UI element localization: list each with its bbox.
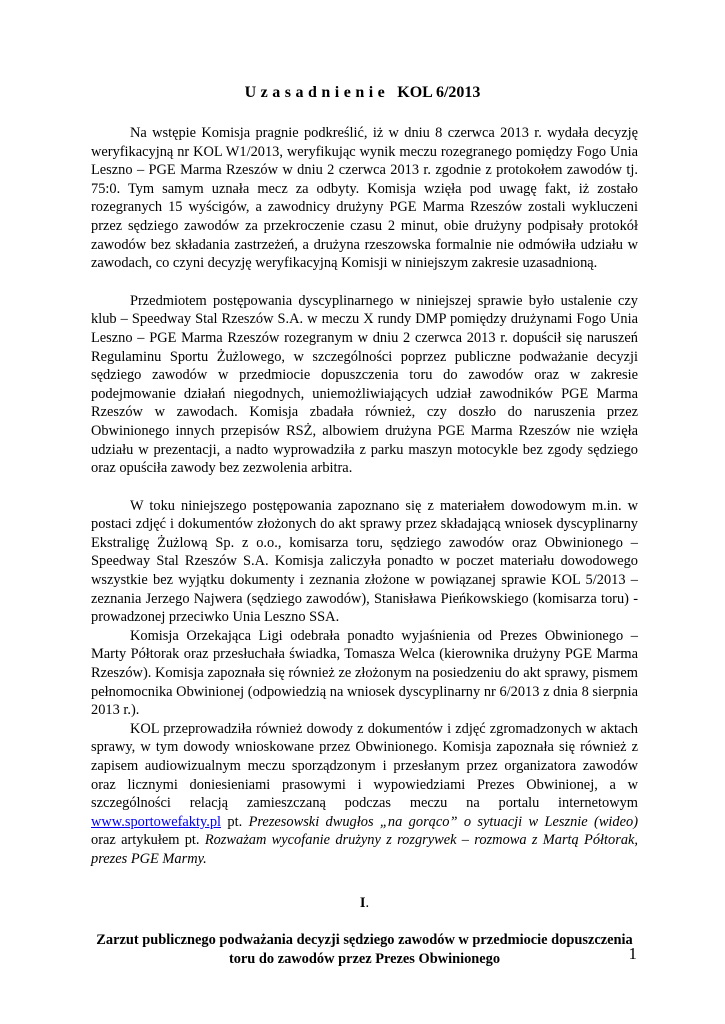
section-roman: I	[359, 894, 366, 911]
document-body	[91, 124, 638, 968]
page-number: 1	[628, 944, 637, 963]
p5-italic-title-1: Prezesowski dwugłos „na gorąco” o sytuacji w Lesznie (wideo)	[248, 813, 638, 830]
sportowefakty-link[interactable]: www.sportowefakty.pl	[91, 813, 222, 830]
section-dot: .	[365, 894, 370, 911]
paragraph-1: Na wstępie Komisja pragnie podkreślić, iż w dniu 8 czerwca 2013 r. wydała decyzję weryfikacyjną nr KOL W1/2013, weryfikując wynik meczu rozegranego pomiędzy Fogo Unia Leszno – PGE Marma Rzeszów w dniu 2 czerwca 2013 r. zgodnie z protokołem zawodów tj. 75:0. Tym samym uznała mecz za odbyty. Komisja wzięła pod uwagę fakt, iż zostało rozegranych 15 wyścigów, a zawodnicy drużyny PGE Marma Rzeszów zostali wykluczeni przez sędziego zawodów za przekroczenie czasu 2 minut, obie drużyny podpisały protokół zawodów bez składania zastrzeżeń, a drużyna rzeszowska formalnie nie odmówiła udziału w zawodach, co czyni decyzję weryfikacyjną Komisji w niniejszym zakresie uzasadnioną.	[91, 125, 638, 272]
paragraph-5	[91, 720, 638, 869]
title-code: KOL 6/2013	[397, 84, 481, 101]
title-word: Uzasadnienie	[244, 84, 390, 101]
paragraph-3: W toku niniejszego postępowania zapoznano się z materiałem dowodowym m.in. w postaci zdjęć i dokumentów złożonych do akt sprawy przez składającą wniosek dyscyplinarny Ekstraligę Żużlową Sp. z o.o., komisarza toru, sędziego zawodów oraz Obwinionego – Speedway Stal Rzeszów S.A. Komisja zaliczyła ponadto w poczet materiału dowodowego wszystkie bez wyjątku dokumenty i zeznania złożone w powiązanej sprawie KOL 5/2013 – zeznania Jerzego Najwera (sędziego zawodów), Stanisława Pieńkowskiego (komisarza toru) - prowadzonej przeciwko Unia Leszno SSA.	[91, 497, 638, 626]
document-title	[0, 84, 725, 103]
p5-text-mid2: oraz artykułem pt.	[91, 832, 205, 849]
section-heading: Zarzut publicznego podważania decyzji sędziego zawodów w przedmiocie dopuszczenia toru do zawodów przez Prezes Obwinionego	[96, 932, 633, 967]
paragraph-2: Przedmiotem postępowania dyscyplinarnego w niniejszej sprawie było ustalenie czy klub – Speedway Stal Rzeszów S.A. w meczu X rundy DMP pomiędzy drużynami Fogo Unia Leszno – PGE Marma Rzeszów rozegranym w dniu 2 czerwca 2013 r. dopuścił się naruszeń Regulaminu Sportu Żużlowego, w szczególności poprzez publiczne podważanie decyzji sędziego zawodów w przedmiocie dopuszczenia toru do zawodów oraz w zakresie podejmowanie działań niegodnych, uniemożliwiających udział zawodników PGE Marma Rzeszów w zawodach. Komisja zbadała również, czy doszło do naruszenia przez Obwinionego innych przepisów RSŻ, albowiem drużyna PGE Marma Rzeszów nie wzięła udziału w prezentacji, a nadto wyprowadziła z parku maszyn motocykle bez zgody sędziego oraz opuściła zawody bez zezwolenia arbitra.	[91, 292, 638, 477]
p5-text-mid1: pt.	[221, 813, 249, 830]
p5-italic-title-2: Rozważam wycofanie drużyny z rozgrywek – rozmowa z Martą Półtorak, prezes PGE Marmy.	[91, 832, 638, 867]
paragraph-4: Komisja Orzekająca Ligi odebrała ponadto wyjaśnienia od Prezes Obwinionego – Marty Półtorak oraz przesłuchała świadka, Tomasza Welca (kierownika drużyny PGE Marma Rzeszów). Komisja zapoznała się również ze złożonym na posiedzeniu do akt sprawy, pismem pełnomocnika Obwinionej (odpowiedzią na wniosek dyscyplinarny nr 6/2013 z dnia 8 sierpnia 2013 r.).	[91, 627, 638, 719]
section-numeral	[91, 894, 638, 913]
p5-text: KOL przeprowadziła również dowody z dokumentów i zdjęć zgromadzonych w aktach sprawy, w tym dowody wnioskowane przez Obwinionego. Komisja zapoznała się również z zapisem audiowizualnym meczu sporządzonym i przesłanym przez organizatora zawodów oraz licznymi doniesieniami prasowymi i wypowiedziami Prezes Obwinionej, a w szczególności relacją zamieszczaną podczas meczu na portalu internetowym	[91, 720, 638, 812]
